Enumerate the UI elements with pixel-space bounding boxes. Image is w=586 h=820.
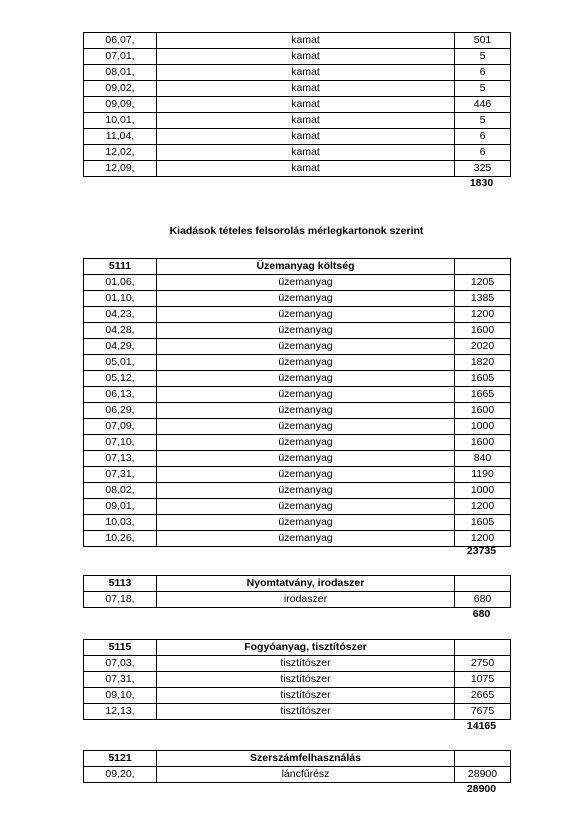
table-row: 04,28, üzemanyag 1600: [84, 323, 511, 339]
table-row: 07,10, üzemanyag 1600: [84, 435, 511, 451]
table-header: 5115 Fogyóanyag, tisztítószer: [84, 640, 511, 656]
table-row: 05,01, üzemanyag 1820: [84, 355, 511, 371]
ledger-table-5111: [83, 258, 511, 547]
table-row: 10,03, üzemanyag 1605: [84, 515, 511, 531]
table-row: 09,01, üzemanyag 1200: [84, 499, 511, 515]
kamat-total: 1830: [469, 177, 494, 189]
table-row: 04,23, üzemanyag 1200: [84, 307, 511, 323]
section-total-5115: 14165: [466, 720, 497, 732]
table-header: 5113 Nyomtatvány, irodaszer: [84, 576, 511, 592]
table-row: 01,06, üzemanyag 1205: [84, 275, 511, 291]
table-row: 09,09, kamat 446: [84, 97, 511, 113]
section-total-5111: 23735: [466, 545, 497, 557]
table-row: 08,02, üzemanyag 1000: [84, 483, 511, 499]
table-row: 08,01, kamat 6: [84, 65, 511, 81]
table-row: 11,04, kamat 6: [84, 129, 511, 145]
ledger-table-5113: [83, 575, 511, 608]
table-row: 12,09, kamat 325: [84, 161, 511, 177]
table-row: 07,13, üzemanyag 840: [84, 451, 511, 467]
table-row: 09,10, tisztítószer 2665: [84, 688, 511, 704]
table-row: 12,02, kamat 6: [84, 145, 511, 161]
table-row: 09,02, kamat 5: [84, 81, 511, 97]
table-row: 07,03, tisztítószer 2750: [84, 656, 511, 672]
table-row: 07,09, üzemanyag 1000: [84, 419, 511, 435]
ledger-table-5115: [83, 639, 511, 720]
table-row: 06,07, kamat 501: [84, 33, 511, 49]
table-row: 10,01, kamat 5: [84, 113, 511, 129]
table-row: 05,12, üzemanyag 1605: [84, 371, 511, 387]
table-row: 06,13, üzemanyag 1665: [84, 387, 511, 403]
table-header: 5111 Üzemanyag költség: [84, 259, 511, 275]
table-row: 01,10, üzemanyag 1385: [84, 291, 511, 307]
kamat-table: [83, 32, 511, 177]
page-heading: Kiadások tételes felsorolás mérlegkartonok szerint: [169, 225, 424, 237]
table-row: 07,01, kamat 5: [84, 49, 511, 65]
table-row: 12,13, tisztítószer 7675: [84, 704, 511, 720]
section-total-5113: 680: [472, 608, 491, 620]
table-row: 07,31, üzemanyag 1190: [84, 467, 511, 483]
section-total-5121: 28900: [466, 783, 497, 795]
ledger-table-5121: [83, 750, 511, 783]
table-row: 09,20, láncfűrész 28900: [84, 767, 511, 783]
table-row: 10,26, üzemanyag 1200: [84, 531, 511, 547]
table-row: 04,29, üzemanyag 2020: [84, 339, 511, 355]
table-header: 5121 Szerszámfelhasználás: [84, 751, 511, 767]
table-row: 06,29, üzemanyag 1600: [84, 403, 511, 419]
table-row: 07,18, irodaszer 680: [84, 592, 511, 608]
table-row: 07,31, tisztítószer 1075: [84, 672, 511, 688]
